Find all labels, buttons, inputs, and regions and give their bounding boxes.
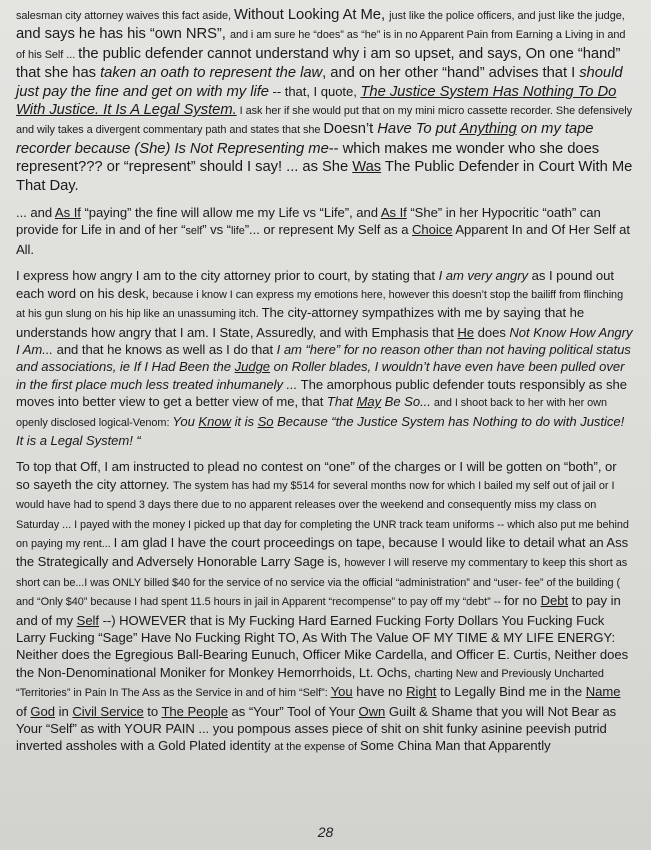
text-run: May: [356, 394, 382, 410]
text-run: Know: [198, 413, 231, 429]
text-run: as I pound out each word on his desk,: [16, 268, 614, 301]
text-run: on my tape recorder because (She) Is Not Representing me: [16, 121, 594, 157]
text-run: Civil Service: [72, 703, 144, 719]
text-run: You: [172, 413, 199, 429]
text-run: Without Looking At Me,: [233, 7, 390, 23]
text-run: That: [326, 394, 357, 410]
text-run: at the expense of: [274, 741, 360, 754]
text-run: on Roller blades, I wouldn’t have even have been pulled over in the first place much less treated inhumanely ...: [16, 359, 625, 392]
text-run: life: [231, 225, 245, 238]
text-run: The Public Defender in Court With Me That Day.: [16, 159, 633, 194]
text-run: To top that Off, I am instructed to plead no contest on “one” of the charges or I will be gotten on “both”, or so sayeth the city attorney.: [16, 459, 617, 492]
text-run: You: [330, 684, 353, 700]
text-run: Right: [406, 684, 437, 700]
text-run: --) HOWEVER that is My Fucking Hard Earned Fucking Forty Dollars You Fucking Fuck Larry Fucking “Sage” Have No Fucking Right TO, As With The Value OF MY TIME & MY LIFE ENERGY: Neither does the Egregious Ball-Bearing Eunuch, Officer Mike Cardella, and Officer E. Curtis, Neither does the Non-Denominational Moniker for Monkey Hemorrhoids, Lt. Ochs,: [16, 612, 629, 680]
text-run: have no: [352, 684, 407, 700]
text-run: the public defender cannot understand why i am so upset, and says, On one “hand” that she has: [16, 45, 621, 82]
text-run: Not Know How Angry I Am...: [16, 324, 633, 357]
text-run: ” vs “: [202, 222, 231, 238]
text-run: He: [457, 324, 475, 340]
text-run: The amorphous public defender touts responsibly as she moves into better view to get a better view of me, that: [16, 376, 627, 410]
text-run: “paying” the fine will allow me my Life vs “Life”, and: [80, 205, 381, 221]
text-run: and that he knows as well as I do that: [53, 341, 277, 357]
text-run: -- which makes me wonder who she does represent??? or “represent” should I say! ... as She: [16, 140, 600, 176]
text-run: The system has had my $514 for several months now for which I bailed my self out of jail or I would have had to spend 3 days there due to no apparent releases over the weekend and consequently miss my class on Saturday ... I payed with the money I picked up that day for completing the UNR track team uniforms -- which also put me behind on paying my rent...: [16, 479, 629, 550]
text-run: The city-attorney sympathizes with me by saying that he understands how angry that I am. I State, Assuredly, and with Emphasis that: [16, 305, 585, 340]
text-run: and I shoot back to her with her own openly disclosed logical-Venom:: [16, 397, 607, 429]
text-run: Doesn’t: [323, 121, 378, 138]
text-run: it is: [230, 413, 258, 429]
text-run: I am “here” for no reason other than not having political status and associations, ie If I Had Been the: [16, 341, 631, 375]
text-run: of: [16, 703, 31, 719]
text-run: As If: [54, 205, 81, 221]
paragraph-3: [16, 267, 633, 449]
text-run: Have To put: [377, 121, 460, 138]
text-run: Guilt & Shame that you will Not Bear as Your “Self” as with YOUR PAIN ... you pompous asses piece of shit on shit funky asinine peevish putrid inverted assholes with a Gold Plated identity: [16, 703, 617, 754]
text-run: Because “the Justice System has Nothing to do with Justice! It is a Legal System! “: [16, 413, 625, 448]
page-body: [16, 6, 633, 757]
text-run: charting New and Previously Uncharted “Territories” in Pain In The Ass as the Service in and of him “Self”:: [16, 667, 604, 700]
text-run: to Legally Bind me in the: [436, 684, 586, 700]
paragraph-4: [16, 458, 633, 757]
text-run: however I will reserve my commentary to keep this short as short can be...I was ONLY billed $40 for the service of no service via the official “administration” and “user- fee” of the building ( and “Only $40” because I had spent 11.5 hours in jail in Apparent “recompense” to pay off my “debt” --: [16, 557, 628, 609]
text-run: Debt: [540, 593, 569, 609]
text-run: in: [55, 703, 73, 719]
text-run: ”... or represent My Self as a: [244, 222, 413, 238]
text-run: self: [185, 225, 203, 238]
text-run: As If: [380, 205, 407, 221]
text-run: I express how angry I am to the city attorney prior to court, by stating that: [16, 268, 439, 284]
text-run: Choice: [412, 222, 453, 238]
text-run: Judge: [234, 359, 271, 375]
text-run: I am very angry: [438, 268, 529, 284]
text-run: I am glad I have the court proceedings on tape, because I would like to detail what an Ass the Strategically and Adversely Honorable Larry Sage is,: [16, 534, 629, 570]
text-run: Self: [76, 612, 100, 628]
text-run: So: [257, 413, 274, 429]
text-run: Was: [352, 159, 382, 176]
paragraph-1: [16, 6, 633, 195]
text-run: and says he has his “own NRS”,: [16, 26, 230, 43]
text-run: Apparent In and Of Her Self at All.: [16, 222, 630, 257]
text-run: as “Your” Tool of Your: [227, 703, 359, 719]
text-run: Be So...: [381, 394, 431, 410]
text-run: Own: [358, 703, 386, 719]
text-run: because i know I can express my emotions here, however this doesn’t stop the bailiff from flinching at his gun slung on his hip like an unassuming itch.: [16, 288, 624, 321]
text-run: God: [30, 703, 56, 719]
text-run: salesman city attorney waives this fact aside,: [16, 10, 234, 22]
text-run: The Justice System Has Nothing To Do With Justice. It Is A Legal System.: [16, 83, 617, 119]
text-run: “She” in her Hypocritic “oath” can provide for Life in and of her “: [16, 205, 601, 238]
text-run: to pay in and of my: [16, 593, 621, 628]
text-run: does: [474, 324, 510, 340]
text-run: , and on her other “hand” advises that I: [322, 65, 580, 82]
text-run: -- that, I quote,: [268, 83, 361, 99]
text-run: Some China Man that Apparently: [359, 738, 551, 754]
text-run: should just pay the fine and get on with my life: [16, 65, 623, 100]
text-run: Anything: [459, 121, 517, 138]
text-run: ... and: [16, 205, 55, 221]
text-run: for no: [503, 593, 541, 609]
text-run: The People: [161, 703, 228, 719]
text-run: just like the police officers, and just like the judge,: [389, 10, 625, 22]
text-run: Name: [585, 684, 621, 700]
text-run: to: [143, 703, 162, 719]
page-number: 28: [317, 824, 334, 840]
text-run: taken an oath to represent the law: [100, 65, 323, 82]
paragraph-2: [16, 204, 633, 258]
text-run: and i am sure he “does” as “he” is in no Apparent Pain from Earning a Living in and of his Self ...: [16, 29, 626, 61]
text-run: I ask her if she would put that on my mini micro cassette recorder. She defensively and wily takes a divergent commentary path and states that she: [16, 105, 633, 137]
